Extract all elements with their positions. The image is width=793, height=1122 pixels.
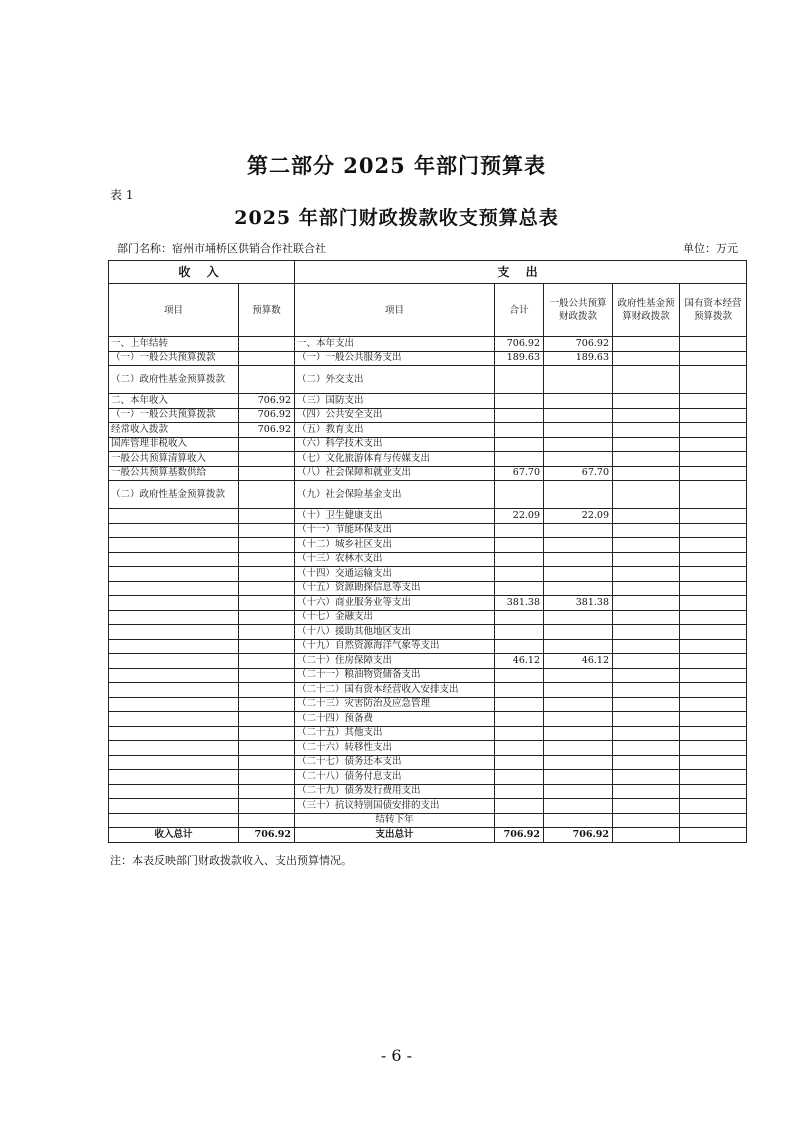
total-cell: [495, 481, 544, 509]
state-capital-cell: [680, 437, 747, 452]
fund-budget-cell: [613, 712, 680, 727]
income-item-cell: [109, 726, 239, 741]
totals-row: [109, 828, 747, 843]
total-cell: [495, 523, 544, 538]
fund-budget-cell: [613, 567, 680, 582]
state-capital-cell: [680, 683, 747, 698]
table-row: [109, 610, 747, 625]
income-value-cell: [239, 567, 295, 582]
fund-budget-cell: [613, 755, 680, 770]
income-item-cell: [109, 770, 239, 785]
total-cell: [495, 799, 544, 814]
total-cell: [495, 408, 544, 423]
income-item-cell: [109, 784, 239, 799]
state-capital-cell: [680, 351, 747, 366]
table-row: [109, 408, 747, 423]
income-value-cell: 706.92: [239, 394, 295, 409]
table-row: [109, 366, 747, 394]
general-budget-cell: [544, 683, 613, 698]
expense-item-cell: 一、本年支出: [295, 337, 495, 352]
expense-item-cell: 结转下年: [295, 813, 495, 828]
column-header-row: [109, 284, 747, 337]
general-budget-cell: [544, 755, 613, 770]
income-item-cell: 一、上年结转: [109, 337, 239, 352]
general-budget-cell: 381.38: [544, 596, 613, 611]
income-total-label: 收入总计: [109, 828, 239, 843]
general-budget-cell: 22.09: [544, 509, 613, 524]
income-total-value: 706.92: [239, 828, 295, 843]
table-row: [109, 755, 747, 770]
income-item-cell: [109, 697, 239, 712]
general-budget-cell: [544, 770, 613, 785]
total-cell: 189.63: [495, 351, 544, 366]
fund-budget-cell: [613, 784, 680, 799]
income-value-cell: [239, 799, 295, 814]
income-value-cell: [239, 668, 295, 683]
income-value-cell: [239, 697, 295, 712]
general-budget-cell: 46.12: [544, 654, 613, 669]
fund-budget-cell: [613, 654, 680, 669]
table-row: [109, 523, 747, 538]
table-row: [109, 567, 747, 582]
general-budget-cell: [544, 712, 613, 727]
income-value-cell: [239, 366, 295, 394]
table-row: [109, 466, 747, 481]
total-cell: [495, 610, 544, 625]
expense-item-cell: （七）文化旅游体育与传媒支出: [295, 452, 495, 467]
income-value-cell: 706.92: [239, 423, 295, 438]
table-row: [109, 813, 747, 828]
income-item-cell: [109, 552, 239, 567]
general-budget-cell: [544, 784, 613, 799]
total-cell: [495, 755, 544, 770]
expense-item-cell: （五）教育支出: [295, 423, 495, 438]
table-row: [109, 712, 747, 727]
unit-label: 单位：万元: [683, 242, 738, 255]
total-cell: [495, 668, 544, 683]
fund-total-value: [613, 828, 680, 843]
income-item-cell: [109, 654, 239, 669]
total-cell: [495, 567, 544, 582]
fund-budget-cell: [613, 639, 680, 654]
state-capital-cell: [680, 523, 747, 538]
expense-item-cell: （九）社会保险基金支出: [295, 481, 495, 509]
expense-total-value: 706.92: [495, 828, 544, 843]
expense-item-cell: （三十）抗议特别国债安排的支出: [295, 799, 495, 814]
income-value-cell: 706.92: [239, 408, 295, 423]
table-row: [109, 552, 747, 567]
income-value-cell: [239, 452, 295, 467]
expense-item-cell: （一）一般公共服务支出: [295, 351, 495, 366]
general-budget-cell: [544, 799, 613, 814]
income-value-cell: [239, 538, 295, 553]
fund-budget-cell: [613, 741, 680, 756]
col-fund-budget: 政府性基金预算财政拨款: [613, 284, 680, 337]
general-budget-cell: [544, 452, 613, 467]
fund-budget-cell: [613, 552, 680, 567]
expense-item-cell: （二十七）债务还本支出: [295, 755, 495, 770]
table-row: [109, 481, 747, 509]
table-row: [109, 668, 747, 683]
expense-item-cell: （六）科学技术支出: [295, 437, 495, 452]
expense-item-cell: （二十九）债务发行费用支出: [295, 784, 495, 799]
income-value-cell: [239, 610, 295, 625]
expense-item-cell: （十七）金融支出: [295, 610, 495, 625]
table-row: [109, 683, 747, 698]
total-cell: [495, 366, 544, 394]
fund-budget-cell: [613, 596, 680, 611]
expense-item-cell: （二十八）债务付息支出: [295, 770, 495, 785]
fund-budget-cell: [613, 538, 680, 553]
state-capital-cell: [680, 481, 747, 509]
income-item-cell: [109, 741, 239, 756]
state-capital-cell: [680, 466, 747, 481]
table-row: [109, 726, 747, 741]
income-item-cell: [109, 567, 239, 582]
fund-budget-cell: [613, 726, 680, 741]
income-value-cell: [239, 726, 295, 741]
table-row: [109, 538, 747, 553]
state-capital-cell: [680, 366, 747, 394]
table-label: 表 1: [110, 188, 134, 202]
page-number: - 6 -: [380, 1046, 413, 1065]
col-income-budget: 预算数: [239, 284, 295, 337]
state-capital-cell: [680, 581, 747, 596]
income-item-cell: [109, 610, 239, 625]
general-budget-cell: [544, 408, 613, 423]
state-capital-cell: [680, 639, 747, 654]
total-cell: 46.12: [495, 654, 544, 669]
total-cell: 22.09: [495, 509, 544, 524]
fund-budget-cell: [613, 437, 680, 452]
expense-item-cell: （八）社会保障和就业支出: [295, 466, 495, 481]
total-cell: [495, 784, 544, 799]
income-item-cell: [109, 625, 239, 640]
total-cell: 381.38: [495, 596, 544, 611]
expense-item-cell: （二十四）预备费: [295, 712, 495, 727]
state-capital-cell: [680, 423, 747, 438]
income-item-cell: [109, 538, 239, 553]
income-item-cell: （二）政府性基金预算拨款: [109, 481, 239, 509]
income-value-cell: [239, 625, 295, 640]
general-budget-cell: [544, 394, 613, 409]
table-row: [109, 509, 747, 524]
fund-budget-cell: [613, 625, 680, 640]
total-cell: 67.70: [495, 466, 544, 481]
col-expense-item: 项目: [295, 284, 495, 337]
income-value-cell: [239, 481, 295, 509]
fund-budget-cell: [613, 668, 680, 683]
table-row: [109, 423, 747, 438]
department-name: 部门名称：宿州市埇桥区供销合作社联合社: [117, 242, 326, 255]
total-cell: [495, 452, 544, 467]
income-item-cell: 国库管理非税收入: [109, 437, 239, 452]
expense-item-cell: （二十五）其他支出: [295, 726, 495, 741]
income-value-cell: [239, 351, 295, 366]
general-budget-cell: [544, 581, 613, 596]
state-capital-cell: [680, 799, 747, 814]
fund-budget-cell: [613, 481, 680, 509]
income-value-cell: [239, 509, 295, 524]
expense-item-cell: （二十二）国有资本经营收入安排支出: [295, 683, 495, 698]
income-value-cell: [239, 784, 295, 799]
table-row: [109, 770, 747, 785]
expense-item-cell: （二十）住房保障支出: [295, 654, 495, 669]
expense-item-cell: （十）卫生健康支出: [295, 509, 495, 524]
general-budget-cell: [544, 366, 613, 394]
total-cell: [495, 538, 544, 553]
col-income-item: 项目: [109, 284, 239, 337]
table-row: [109, 351, 747, 366]
income-item-cell: [109, 668, 239, 683]
fund-budget-cell: [613, 523, 680, 538]
state-capital-cell: [680, 726, 747, 741]
expense-item-cell: （十四）交通运输支出: [295, 567, 495, 582]
state-capital-cell: [680, 337, 747, 352]
general-budget-cell: [544, 813, 613, 828]
table-row: [109, 437, 747, 452]
table-row: [109, 639, 747, 654]
total-cell: [495, 697, 544, 712]
expense-item-cell: （三）国防支出: [295, 394, 495, 409]
total-cell: 706.92: [495, 337, 544, 352]
fund-budget-cell: [613, 509, 680, 524]
general-budget-cell: 67.70: [544, 466, 613, 481]
expense-item-cell: （十六）商业服务业等支出: [295, 596, 495, 611]
total-cell: [495, 683, 544, 698]
income-value-cell: [239, 466, 295, 481]
part-title: 第二部分 2025 年部门预算表: [246, 153, 547, 178]
state-capital-cell: [680, 394, 747, 409]
section-income: 收 入: [109, 261, 295, 284]
income-item-cell: [109, 509, 239, 524]
table-row: [109, 596, 747, 611]
total-cell: [495, 813, 544, 828]
expense-item-cell: （二十一）粮油物资储备支出: [295, 668, 495, 683]
income-item-cell: [109, 596, 239, 611]
general-budget-cell: [544, 697, 613, 712]
fund-budget-cell: [613, 610, 680, 625]
income-item-cell: （一）一般公共预算拨款: [109, 408, 239, 423]
income-value-cell: [239, 755, 295, 770]
table-row: [109, 741, 747, 756]
expense-item-cell: （十九）自然资源海洋气象等支出: [295, 639, 495, 654]
general-budget-cell: [544, 610, 613, 625]
fund-budget-cell: [613, 408, 680, 423]
total-cell: [495, 726, 544, 741]
section-header-row: [109, 261, 747, 284]
general-budget-cell: [544, 726, 613, 741]
table-row: [109, 581, 747, 596]
income-item-cell: 二、本年收入: [109, 394, 239, 409]
state-capital-cell: [680, 509, 747, 524]
fund-budget-cell: [613, 799, 680, 814]
general-budget-cell: [544, 481, 613, 509]
table-row: [109, 784, 747, 799]
income-value-cell: [239, 639, 295, 654]
state-capital-cell: [680, 712, 747, 727]
expense-item-cell: （十二）城乡社区支出: [295, 538, 495, 553]
state-capital-cell: [680, 408, 747, 423]
fund-budget-cell: [613, 394, 680, 409]
general-budget-cell: 189.63: [544, 351, 613, 366]
income-value-cell: [239, 683, 295, 698]
state-capital-cell: [680, 538, 747, 553]
income-item-cell: [109, 813, 239, 828]
total-cell: [495, 639, 544, 654]
state-capital-cell: [680, 755, 747, 770]
general-budget-cell: [544, 523, 613, 538]
total-cell: [495, 394, 544, 409]
col-state-capital: 国有资本经营预算拨款: [680, 284, 747, 337]
income-value-cell: [239, 552, 295, 567]
state-capital-cell: [680, 668, 747, 683]
fund-budget-cell: [613, 683, 680, 698]
state-capital-cell: [680, 654, 747, 669]
state-capital-cell: [680, 697, 747, 712]
expense-item-cell: （二十六）转移性支出: [295, 741, 495, 756]
general-budget-cell: [544, 567, 613, 582]
capital-total-value: [680, 828, 747, 843]
table-row: [109, 697, 747, 712]
state-capital-cell: [680, 813, 747, 828]
state-capital-cell: [680, 596, 747, 611]
table-row: [109, 654, 747, 669]
income-item-cell: 经常收入拨款: [109, 423, 239, 438]
state-capital-cell: [680, 567, 747, 582]
fund-budget-cell: [613, 337, 680, 352]
income-value-cell: [239, 523, 295, 538]
expense-item-cell: （四）公共安全支出: [295, 408, 495, 423]
fund-budget-cell: [613, 697, 680, 712]
fund-budget-cell: [613, 770, 680, 785]
income-value-cell: [239, 596, 295, 611]
total-cell: [495, 741, 544, 756]
income-item-cell: [109, 755, 239, 770]
general-budget-cell: 706.92: [544, 337, 613, 352]
general-budget-cell: [544, 423, 613, 438]
fund-budget-cell: [613, 581, 680, 596]
general-budget-cell: [544, 639, 613, 654]
state-capital-cell: [680, 625, 747, 640]
total-cell: [495, 712, 544, 727]
table-row: [109, 625, 747, 640]
income-item-cell: [109, 639, 239, 654]
income-value-cell: [239, 813, 295, 828]
budget-table: [108, 260, 747, 843]
general-budget-cell: [544, 741, 613, 756]
fund-budget-cell: [613, 452, 680, 467]
fund-budget-cell: [613, 466, 680, 481]
state-capital-cell: [680, 552, 747, 567]
income-value-cell: [239, 337, 295, 352]
table-row: [109, 394, 747, 409]
income-item-cell: 一般公共预算清算收入: [109, 452, 239, 467]
income-value-cell: [239, 581, 295, 596]
general-budget-cell: [544, 538, 613, 553]
total-cell: [495, 625, 544, 640]
income-item-cell: [109, 712, 239, 727]
state-capital-cell: [680, 610, 747, 625]
table-row: [109, 799, 747, 814]
total-cell: [495, 423, 544, 438]
total-cell: [495, 581, 544, 596]
general-budget-cell: [544, 625, 613, 640]
table-row: [109, 452, 747, 467]
income-item-cell: [109, 799, 239, 814]
col-total: 合计: [495, 284, 544, 337]
expense-item-cell: （十一）节能环保支出: [295, 523, 495, 538]
income-item-cell: （二）政府性基金预算拨款: [109, 366, 239, 394]
income-item-cell: （一）一般公共预算拨款: [109, 351, 239, 366]
table-row: [109, 337, 747, 352]
fund-budget-cell: [613, 423, 680, 438]
income-item-cell: [109, 523, 239, 538]
general-budget-cell: [544, 437, 613, 452]
expense-total-label: 支出总计: [295, 828, 495, 843]
footnote: 注：本表反映部门财政拨款收入、支出预算情况。: [110, 854, 352, 867]
income-item-cell: 一般公共预算基数供给: [109, 466, 239, 481]
income-value-cell: [239, 654, 295, 669]
expense-item-cell: （十五）资源勘探信息等支出: [295, 581, 495, 596]
income-value-cell: [239, 712, 295, 727]
general-budget-cell: [544, 668, 613, 683]
income-item-cell: [109, 683, 239, 698]
general-budget-cell: [544, 552, 613, 567]
expense-item-cell: （二）外交支出: [295, 366, 495, 394]
income-item-cell: [109, 581, 239, 596]
section-expense: 支 出: [295, 261, 747, 284]
col-general-budget: 一般公共预算财政拨款: [544, 284, 613, 337]
total-cell: [495, 552, 544, 567]
state-capital-cell: [680, 770, 747, 785]
fund-budget-cell: [613, 351, 680, 366]
income-value-cell: [239, 437, 295, 452]
fund-budget-cell: [613, 366, 680, 394]
expense-item-cell: （十三）农林水支出: [295, 552, 495, 567]
state-capital-cell: [680, 784, 747, 799]
fund-budget-cell: [613, 813, 680, 828]
total-cell: [495, 437, 544, 452]
total-cell: [495, 770, 544, 785]
state-capital-cell: [680, 741, 747, 756]
expense-item-cell: （十八）援助其他地区支出: [295, 625, 495, 640]
income-value-cell: [239, 741, 295, 756]
general-total-value: 706.92: [544, 828, 613, 843]
expense-item-cell: （二十三）灾害防治及应急管理: [295, 697, 495, 712]
main-title: 2025 年部门财政拨款收支预算总表: [234, 207, 559, 229]
state-capital-cell: [680, 452, 747, 467]
income-value-cell: [239, 770, 295, 785]
